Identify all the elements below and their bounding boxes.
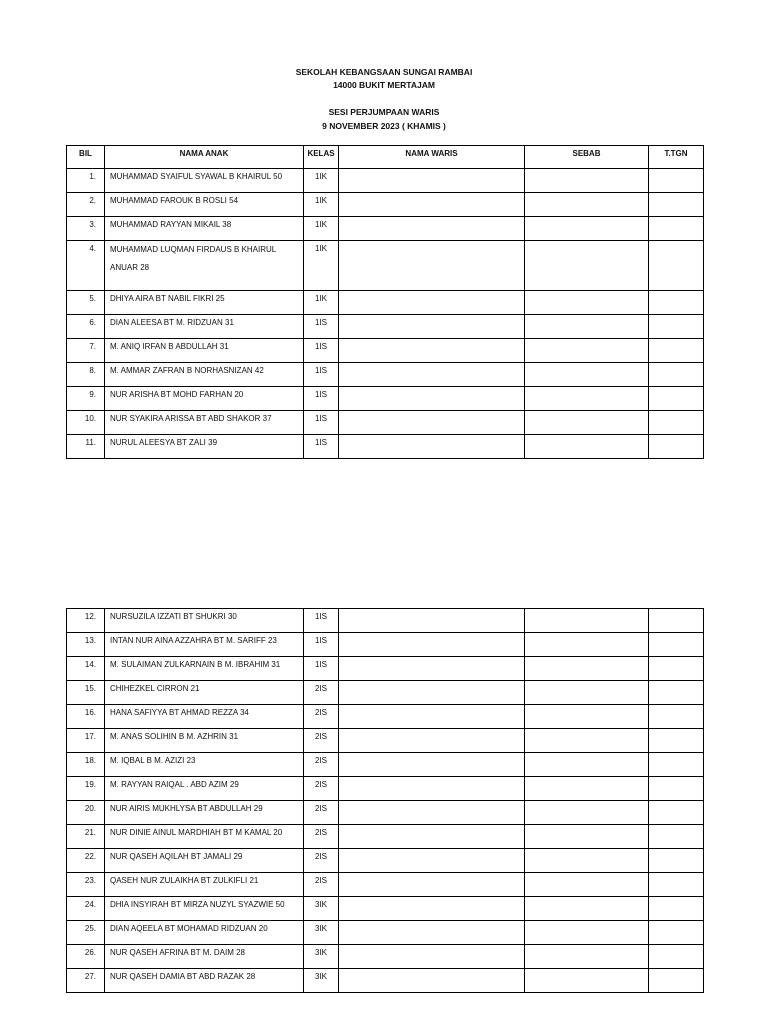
row-number: 12.	[67, 609, 105, 633]
student-name: NUR SYAKIRA ARISSA BT ABD SHAKOR 37	[105, 411, 304, 435]
student-name: NUR AIRIS MUKHLYSA BT ABDULLAH 29	[105, 801, 304, 825]
student-name: NUR ARISHA BT MOHD FARHAN 20	[105, 387, 304, 411]
col-header-ttgn: T.TGN	[649, 146, 704, 169]
student-name: CHIHEZKEL CIRRON 21	[105, 681, 304, 705]
guardian-name-cell[interactable]	[339, 705, 525, 729]
row-number: 14.	[67, 657, 105, 681]
row-number: 1.	[67, 169, 105, 193]
student-name: MUHAMMAD FAROUK B ROSLI 54	[105, 193, 304, 217]
signature-cell[interactable]	[649, 801, 704, 825]
student-class: 2IS	[304, 873, 339, 897]
signature-cell[interactable]	[649, 777, 704, 801]
row-number: 23.	[67, 873, 105, 897]
reason-cell[interactable]	[525, 411, 649, 435]
student-name: MUHAMMAD RAYYAN MIKAIL 38	[105, 217, 304, 241]
reason-cell[interactable]	[525, 169, 649, 193]
guardian-name-cell[interactable]	[339, 633, 525, 657]
signature-cell[interactable]	[649, 339, 704, 363]
student-name: NUR QASEH AQILAH BT JAMALI 29	[105, 849, 304, 873]
guardian-name-cell[interactable]	[339, 241, 525, 291]
session-title: SESI PERJUMPAAN WARIS	[328, 107, 440, 117]
reason-cell[interactable]	[525, 825, 649, 849]
row-number: 6.	[67, 315, 105, 339]
guardian-name-cell[interactable]	[339, 729, 525, 753]
reason-cell[interactable]	[525, 897, 649, 921]
signature-cell[interactable]	[649, 753, 704, 777]
table-row	[67, 609, 704, 633]
col-header-nama-waris: NAMA WARIS	[339, 146, 525, 169]
signature-cell[interactable]	[649, 193, 704, 217]
guardian-name-cell[interactable]	[339, 849, 525, 873]
table-row	[67, 777, 704, 801]
row-number: 2.	[67, 193, 105, 217]
table-row	[67, 169, 704, 193]
signature-cell[interactable]	[649, 657, 704, 681]
table-row	[67, 801, 704, 825]
student-name: QASEH NUR ZULAIKHA BT ZULKIFLI 21	[105, 873, 304, 897]
student-class: 3IK	[304, 897, 339, 921]
row-number: 8.	[67, 363, 105, 387]
table-row	[67, 897, 704, 921]
table-row	[67, 705, 704, 729]
student-class: 2IS	[304, 825, 339, 849]
student-name-line2: ANUAR 28	[110, 263, 150, 272]
reason-cell[interactable]	[525, 387, 649, 411]
row-number: 16.	[67, 705, 105, 729]
student-class: 1IS	[304, 363, 339, 387]
reason-cell[interactable]	[525, 291, 649, 315]
reason-cell[interactable]	[525, 849, 649, 873]
student-class: 2IS	[304, 729, 339, 753]
table-row	[67, 339, 704, 363]
student-class: 2IS	[304, 705, 339, 729]
signature-cell[interactable]	[649, 411, 704, 435]
guardian-name-cell[interactable]	[339, 897, 525, 921]
student-name: NURUL ALEESYA BT ZALI 39	[105, 435, 304, 459]
reason-cell[interactable]	[525, 753, 649, 777]
reason-cell[interactable]	[525, 969, 649, 993]
row-number: 26.	[67, 945, 105, 969]
guardian-name-cell[interactable]	[339, 681, 525, 705]
table-row	[67, 825, 704, 849]
signature-cell[interactable]	[649, 609, 704, 633]
row-number: 17.	[67, 729, 105, 753]
guardian-name-cell[interactable]	[339, 291, 525, 315]
guardian-name-cell[interactable]	[339, 609, 525, 633]
table-row	[67, 363, 704, 387]
table-row	[67, 315, 704, 339]
table-row	[67, 681, 704, 705]
student-class: 2IS	[304, 801, 339, 825]
table-row	[67, 753, 704, 777]
session-date: 9 NOVEMBER 2023 ( KHAMIS )	[322, 121, 446, 131]
row-number: 27.	[67, 969, 105, 993]
row-number: 25.	[67, 921, 105, 945]
student-class: 3IK	[304, 945, 339, 969]
row-number: 22.	[67, 849, 105, 873]
row-number: 5.	[67, 291, 105, 315]
guardian-name-cell[interactable]	[339, 657, 525, 681]
guardian-name-cell[interactable]	[339, 825, 525, 849]
reason-cell[interactable]	[525, 315, 649, 339]
student-name: NURSUZILA IZZATI BT SHUKRI 30	[105, 609, 304, 633]
student-class: 1IS	[304, 387, 339, 411]
guardian-name-cell[interactable]	[339, 217, 525, 241]
table-row	[67, 873, 704, 897]
table-row	[67, 657, 704, 681]
row-number: 20.	[67, 801, 105, 825]
row-number: 18.	[67, 753, 105, 777]
student-name	[105, 241, 304, 291]
table-row	[67, 921, 704, 945]
table-row	[67, 241, 704, 291]
signature-cell[interactable]	[649, 363, 704, 387]
reason-cell[interactable]	[525, 801, 649, 825]
table-row	[67, 729, 704, 753]
reason-cell[interactable]	[525, 435, 649, 459]
reason-cell[interactable]	[525, 681, 649, 705]
guardian-name-cell[interactable]	[339, 169, 525, 193]
table-row	[67, 217, 704, 241]
school-address: 14000 BUKIT MERTAJAM	[333, 80, 435, 90]
student-name: NUR QASEH DAMIA BT ABD RAZAK 28	[105, 969, 304, 993]
reason-cell[interactable]	[525, 217, 649, 241]
signature-cell[interactable]	[649, 897, 704, 921]
guardian-name-cell[interactable]	[339, 435, 525, 459]
row-number: 19.	[67, 777, 105, 801]
signature-cell[interactable]	[649, 921, 704, 945]
table-header-row	[67, 146, 704, 169]
guardian-name-cell[interactable]	[339, 339, 525, 363]
student-name: M. SULAIMAN ZULKARNAIN B M. IBRAHIM 31	[105, 657, 304, 681]
guardian-name-cell[interactable]	[339, 387, 525, 411]
reason-cell[interactable]	[525, 339, 649, 363]
student-class: 1IS	[304, 339, 339, 363]
col-header-bil: BIL	[67, 146, 105, 169]
signature-cell[interactable]	[649, 633, 704, 657]
table-row	[67, 969, 704, 993]
student-class: 2IS	[304, 681, 339, 705]
guardian-name-cell[interactable]	[339, 969, 525, 993]
table-row	[67, 291, 704, 315]
signature-cell[interactable]	[649, 945, 704, 969]
student-name-line1: MUHAMMAD LUQMAN FIRDAUS B KHAIRUL	[110, 245, 277, 254]
student-class: 2IS	[304, 849, 339, 873]
student-class: 2IS	[304, 753, 339, 777]
signature-cell[interactable]	[649, 291, 704, 315]
reason-cell[interactable]	[525, 777, 649, 801]
guardian-name-cell[interactable]	[339, 315, 525, 339]
student-name: DHIYA AIRA BT NABIL FIKRI 25	[105, 291, 304, 315]
student-name: DHIA INSYIRAH BT MIRZA NUZYL SYAZWIE 50	[105, 897, 304, 921]
table-row	[67, 193, 704, 217]
student-name: HANA SAFIYYA BT AHMAD REZZA 34	[105, 705, 304, 729]
reason-cell[interactable]	[525, 921, 649, 945]
guardian-name-cell[interactable]	[339, 363, 525, 387]
student-name: M. AMMAR ZAFRAN B NORHASNIZAN 42	[105, 363, 304, 387]
student-class: 1IK	[304, 291, 339, 315]
guardian-name-cell[interactable]	[339, 945, 525, 969]
row-number: 21.	[67, 825, 105, 849]
student-class: 1IS	[304, 435, 339, 459]
student-class: 1IS	[304, 411, 339, 435]
student-class: 3IK	[304, 969, 339, 993]
guardian-name-cell[interactable]	[339, 921, 525, 945]
guardian-name-cell[interactable]	[339, 753, 525, 777]
reason-cell[interactable]	[525, 363, 649, 387]
student-class: 1IK	[304, 193, 339, 217]
row-number: 24.	[67, 897, 105, 921]
guardian-name-cell[interactable]	[339, 801, 525, 825]
student-class: 1IK	[304, 241, 339, 291]
student-name: M. ANAS SOLIHIN B M. AZHRIN 31	[105, 729, 304, 753]
signature-cell[interactable]	[649, 315, 704, 339]
student-name: DIAN AQEELA BT MOHAMAD RIDZUAN 20	[105, 921, 304, 945]
row-number: 4.	[67, 241, 105, 291]
reason-cell[interactable]	[525, 873, 649, 897]
student-class: 2IS	[304, 777, 339, 801]
student-class: 3IK	[304, 921, 339, 945]
student-class: 1IS	[304, 609, 339, 633]
row-number: 13.	[67, 633, 105, 657]
student-name: MUHAMMAD SYAIFUL SYAWAL B KHAIRUL 50	[105, 169, 304, 193]
signature-cell[interactable]	[649, 729, 704, 753]
student-name: INTAN NUR AINA AZZAHRA BT M. SARIFF 23	[105, 633, 304, 657]
reason-cell[interactable]	[525, 193, 649, 217]
reason-cell[interactable]	[525, 945, 649, 969]
student-name: M. ANIQ IRFAN B ABDULLAH 31	[105, 339, 304, 363]
table-row	[67, 435, 704, 459]
row-number: 11.	[67, 435, 105, 459]
student-class: 1IS	[304, 657, 339, 681]
student-name: NUR DINIE AINUL MARDHIAH BT M KAMAL 20	[105, 825, 304, 849]
signature-cell[interactable]	[649, 825, 704, 849]
signature-cell[interactable]	[649, 241, 704, 291]
signature-cell[interactable]	[649, 217, 704, 241]
signature-cell[interactable]	[649, 169, 704, 193]
reason-cell[interactable]	[525, 657, 649, 681]
student-name: NUR QASEH AFRINA BT M. DAIM 28	[105, 945, 304, 969]
col-header-kelas: KELAS	[304, 146, 339, 169]
reason-cell[interactable]	[525, 705, 649, 729]
attendance-table-page2	[66, 608, 704, 993]
row-number: 3.	[67, 217, 105, 241]
student-name: M. RAYYAN RAIQAL . ABD AZIM 29	[105, 777, 304, 801]
signature-cell[interactable]	[649, 387, 704, 411]
col-header-sebab: SEBAB	[525, 146, 649, 169]
attendance-table-page1	[66, 145, 704, 459]
reason-cell[interactable]	[525, 729, 649, 753]
reason-cell[interactable]	[525, 633, 649, 657]
signature-cell[interactable]	[649, 873, 704, 897]
signature-cell[interactable]	[649, 849, 704, 873]
signature-cell[interactable]	[649, 681, 704, 705]
reason-cell[interactable]	[525, 609, 649, 633]
col-header-nama-anak: NAMA ANAK	[105, 146, 304, 169]
row-number: 10.	[67, 411, 105, 435]
student-class: 1IK	[304, 169, 339, 193]
row-number: 9.	[67, 387, 105, 411]
school-name: SEKOLAH KEBANGSAAN SUNGAI RAMBAI	[295, 67, 473, 77]
signature-cell[interactable]	[649, 435, 704, 459]
guardian-name-cell[interactable]	[339, 411, 525, 435]
guardian-name-cell[interactable]	[339, 873, 525, 897]
guardian-name-cell[interactable]	[339, 777, 525, 801]
table-row	[67, 387, 704, 411]
row-number: 7.	[67, 339, 105, 363]
reason-cell[interactable]	[525, 241, 649, 291]
table-row	[67, 849, 704, 873]
student-name: DIAN ALEESA BT M. RIDZUAN 31	[105, 315, 304, 339]
student-class: 1IS	[304, 633, 339, 657]
row-number: 15.	[67, 681, 105, 705]
guardian-name-cell[interactable]	[339, 193, 525, 217]
signature-cell[interactable]	[649, 969, 704, 993]
student-class: 1IS	[304, 315, 339, 339]
signature-cell[interactable]	[649, 705, 704, 729]
student-name: M. IQBAL B M. AZIZI 23	[105, 753, 304, 777]
student-class: 1IK	[304, 217, 339, 241]
table-row	[67, 945, 704, 969]
table-row	[67, 633, 704, 657]
table-row	[67, 411, 704, 435]
